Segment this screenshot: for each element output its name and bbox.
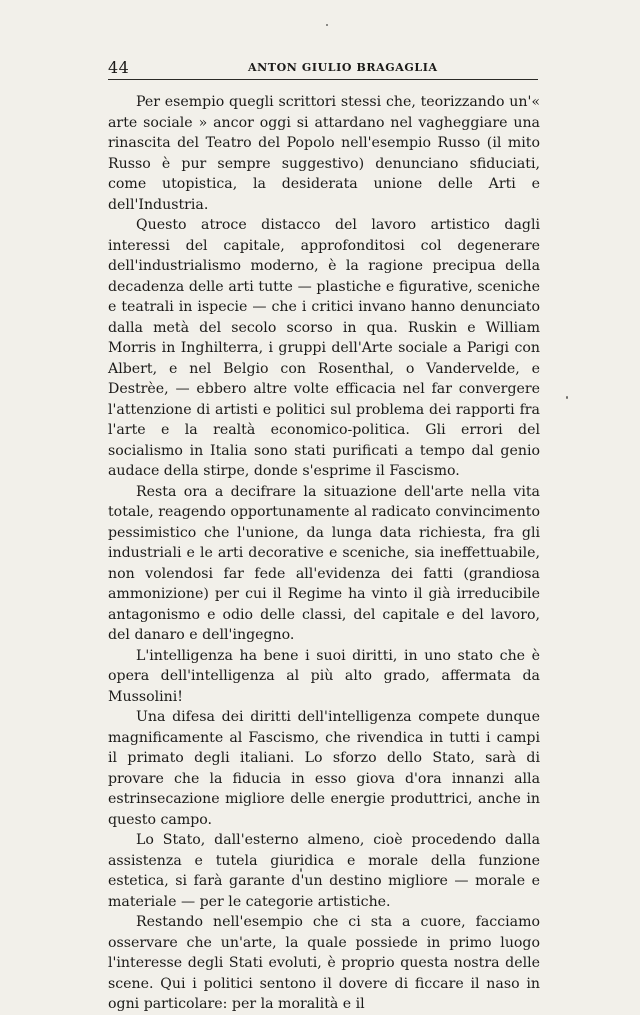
paragraph-7: Restando nell'esempio che ci sta a cuore, facciamo osservare che un'arte, la quale possiede in primo luogo l'interesse degli Stati evoluti, è proprio questa nostra delle scene. Qui i politici sentono il dovere di ficcare il naso in ogni particolare: per la moralità e il xyxy=(108,914,540,1012)
scan-speck xyxy=(326,24,328,26)
running-head: ANTON GIULIO BRAGAGLIA xyxy=(248,61,438,74)
scan-speck xyxy=(566,396,568,399)
page-number: 44 xyxy=(108,58,130,77)
paragraph-2: Questo atroce distacco del lavoro artistico dagli interessi del capitale, approfonditosi col degenerare dell'industrialismo moderno, è la ragione precipua della decadenza delle arti tutte — plastiche e figurative, sceniche e teatrali in ispecie — che i critici invano hanno denunciato dalla metà del secolo scorso in qua. Ruskin e William Morris in Inghilterra, i gruppi dell'Arte sociale a Parigi con Albert, e nel Belgio con Rosenthal, o Vandervelde, e Destrèe, — ebbero altre volte efficacia nel far convergere l'attenzione di artisti e politici sul problema dei rapporti fra l'arte e la realtà economico-politica. Gli errori del socialismo in Italia sono stati purificati a tempo dal genio audace della stirpe, donde s'esprime il Fascismo. xyxy=(108,217,540,479)
page-header xyxy=(108,58,538,80)
scan-speck xyxy=(300,868,302,872)
paragraph-1: Per esempio quegli scrittori stessi che, teorizzando un'« arte sociale » ancor oggi si attardano nel vagheggiare una rinascita del Teatro del Popolo nell'esempio Russo (il mito Russo è pur sempre suggestivo) denunciano sfiduciati, come utopistica, la desiderata unione delle Arti e dell'Industria. xyxy=(108,94,540,213)
paragraph-3: Resta ora a decifrare la situazione dell'arte nella vita totale, reagendo opportunamente al radicato convincimento pessimistico che l'unione, da lunga data richiesta, fra gli industriali e le arti decorative e sceniche, sia ineffettuabile, non volendosi far fede all'evidenza dei fatti (grandiosa ammonizione) per cui il Regime ha vinto il già irreducibile antagonismo e odio delle classi, del capitale e del lavoro, del danaro e dell'ingegno. xyxy=(108,483,540,643)
body-text xyxy=(108,92,540,1015)
paragraph-6: Lo Stato, dall'esterno almeno, cioè procedendo dalla assistenza e tutela giuridica e morale della funzione estetica, si farà garante d'un destino migliore — morale e materiale — per le categorie artistiche. xyxy=(108,832,540,910)
header-rule xyxy=(108,79,538,80)
paragraph-4: L'intelligenza ha bene i suoi diritti, in uno stato che è opera dell'intelligenza al più alto grado, affermata da Mussolini! xyxy=(108,647,540,705)
paragraph-5: Una difesa dei diritti dell'intelligenza compete dunque magnificamente al Fascismo, che rivendica in tutti i campi il primato degli italiani. Lo sforzo dello Stato, sarà di provare che la fiducia in esso giova d'ora innanzi alla estrinsecazione migliore delle energie produttrici, anche in questo campo. xyxy=(108,709,540,828)
